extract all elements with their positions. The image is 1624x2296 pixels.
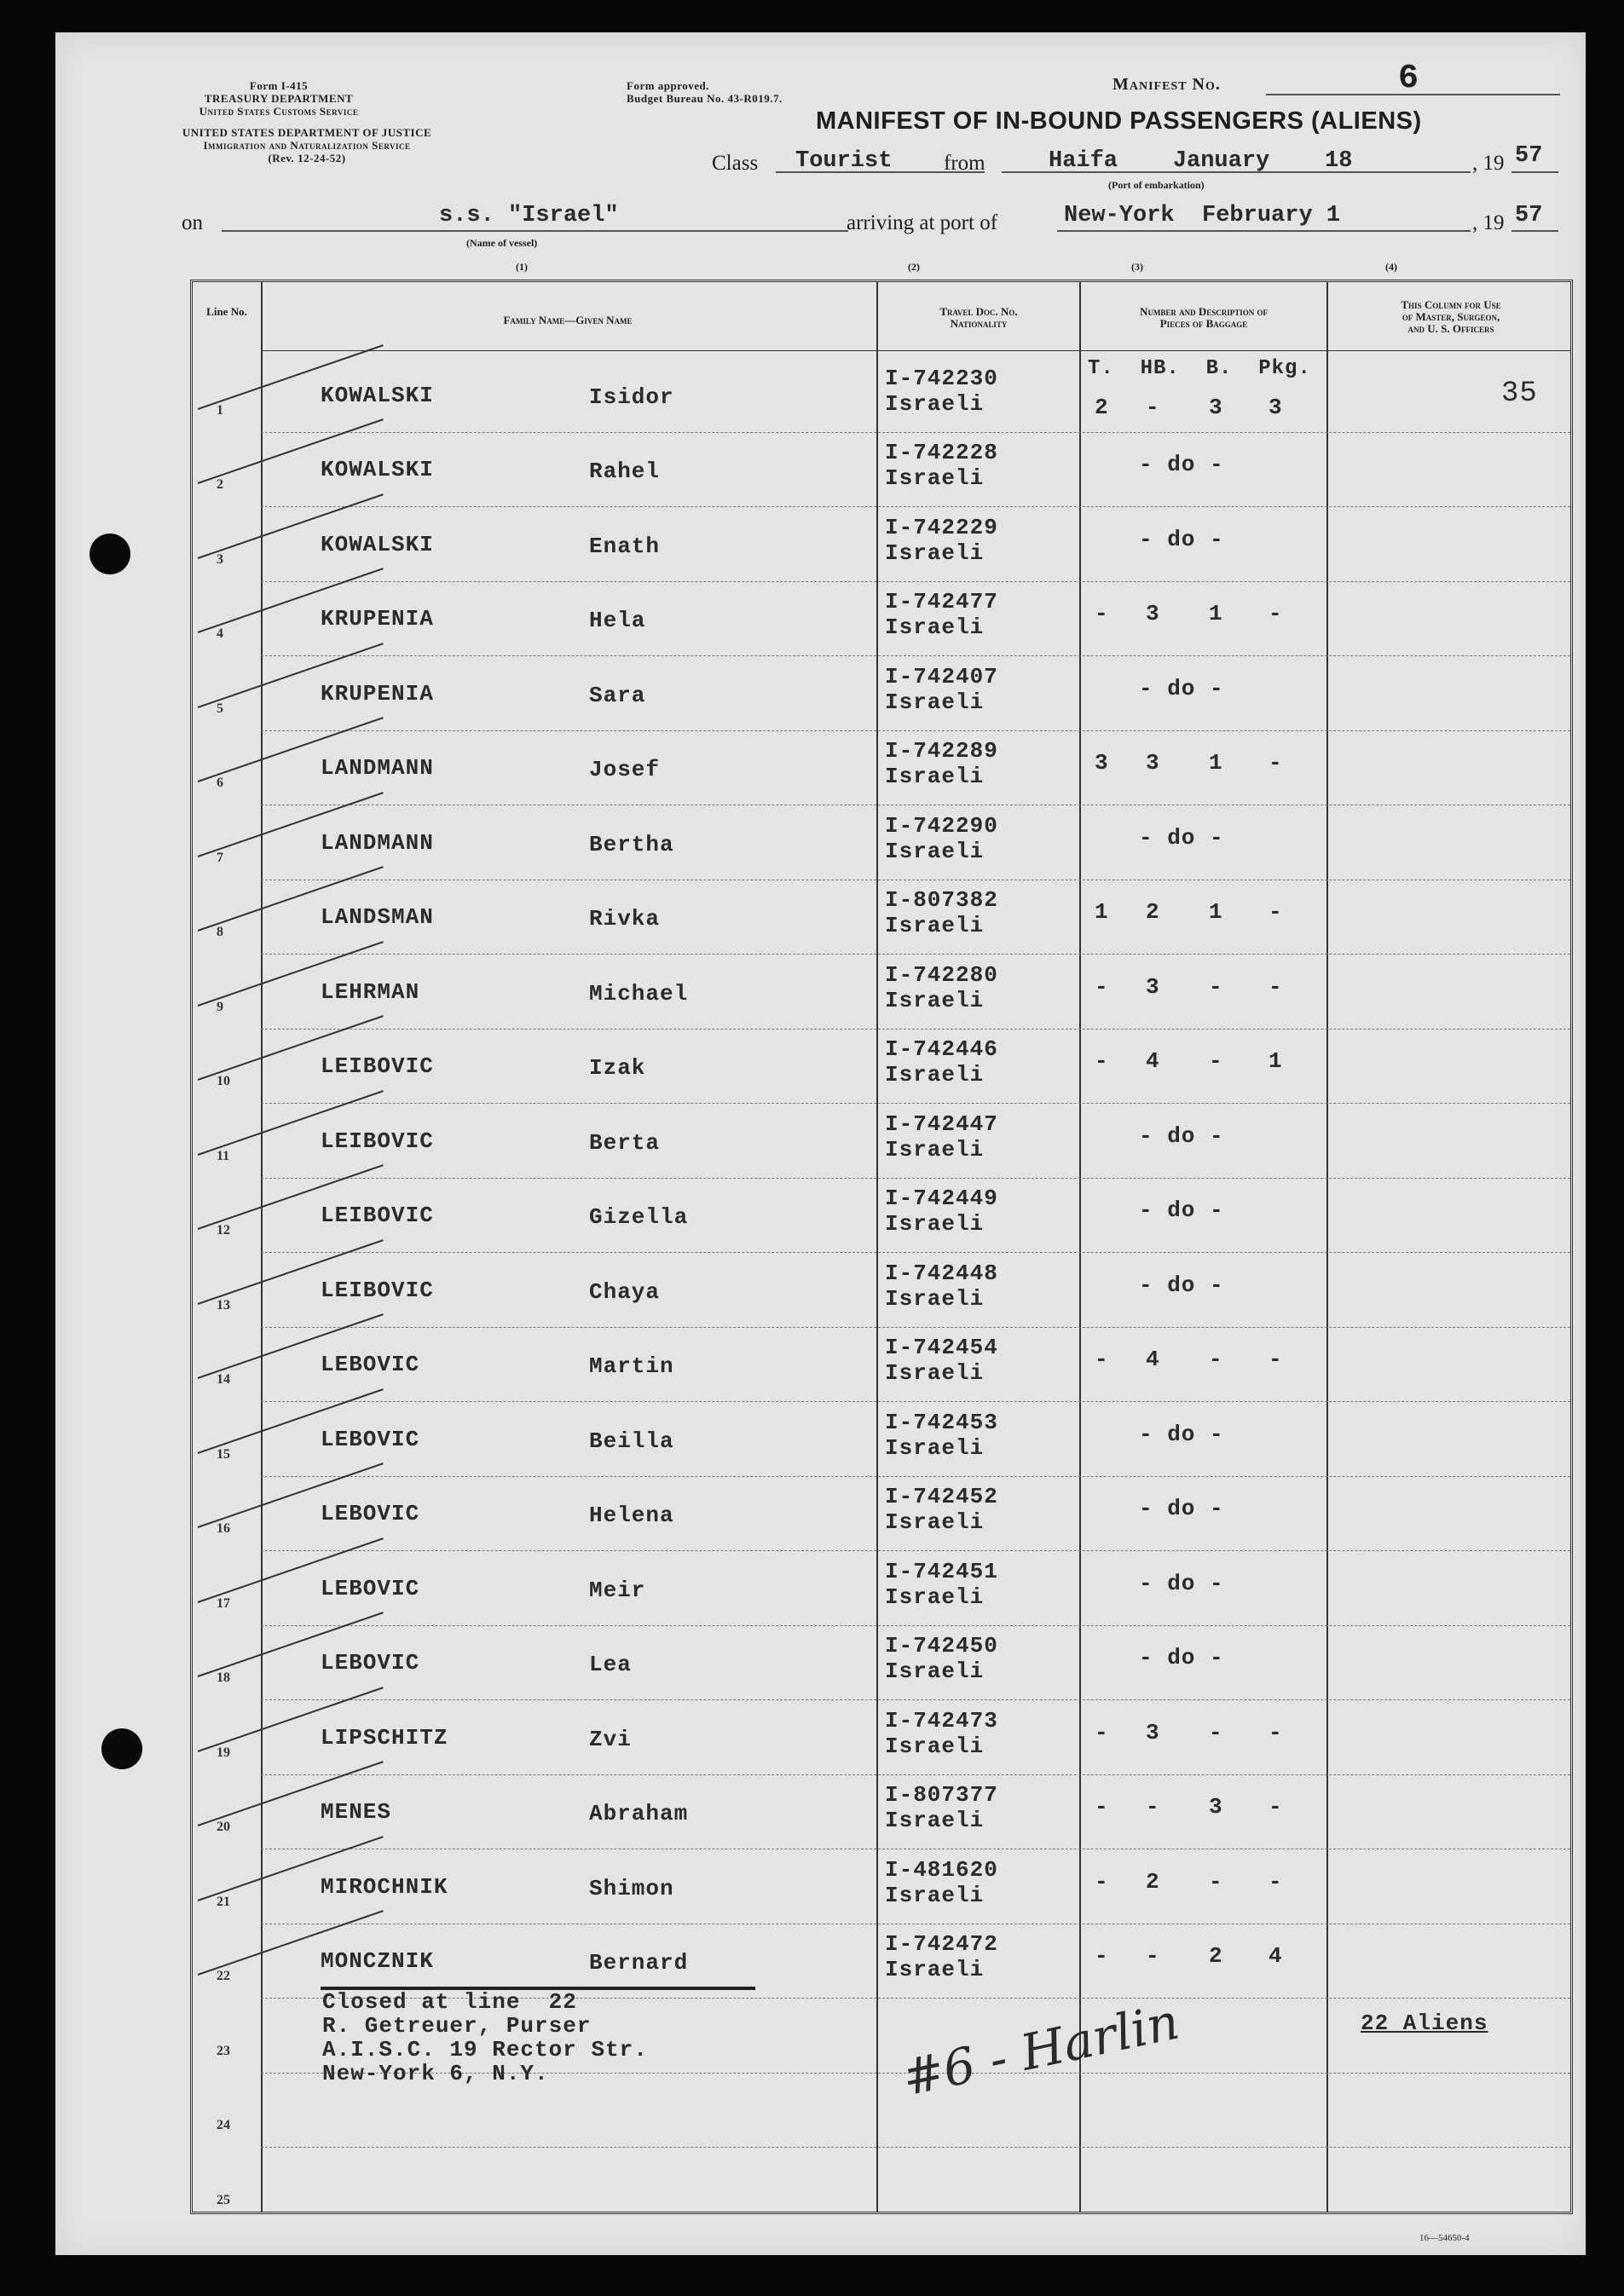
class-label: Class: [712, 152, 759, 175]
form-id: Form I-415: [249, 79, 309, 92]
line-number: 11: [217, 1148, 230, 1163]
baggage-t: 1: [1095, 899, 1109, 926]
given-name: Chaya: [589, 1278, 661, 1305]
header-baggage: [1084, 306, 1323, 330]
arriving-label: arriving at port of: [847, 211, 998, 234]
table-row: [193, 954, 1570, 1029]
travel-doc-no: I-742289: [885, 738, 998, 764]
given-name: Berta: [589, 1129, 661, 1156]
header-travel-doc-2: Nationality: [950, 317, 1008, 330]
ins-service: Immigration and Naturalization Service: [203, 139, 411, 152]
handwritten-note: #6 - Harlin: [897, 1992, 1184, 2108]
baggage-pkg: -: [1269, 973, 1283, 1000]
closing-line-2: R. Getreuer, Purser: [322, 2013, 592, 2039]
given-name: Rahel: [589, 459, 661, 485]
baggage-hb: 3: [1146, 750, 1160, 776]
baggage-ditto: - do -: [1139, 1421, 1224, 1447]
family-name: LEBOVIC: [321, 1650, 420, 1676]
header-baggage-1: Number and Description of: [1139, 305, 1269, 318]
punch-hole-top: [90, 534, 130, 574]
travel-doc-no: I-742454: [885, 1335, 998, 1361]
baggage-pkg: -: [1269, 750, 1283, 776]
baggage-ditto: - do -: [1139, 1122, 1224, 1149]
baggage-ditto: - do -: [1139, 1272, 1224, 1298]
table-row-empty: [193, 2147, 1570, 2222]
line-number: 14: [217, 1372, 230, 1387]
baggage-b: 3: [1209, 394, 1223, 420]
nationality: Israeli: [885, 1584, 985, 1610]
family-name: LEBOVIC: [321, 1426, 420, 1452]
given-name: Meir: [589, 1577, 646, 1603]
baggage-t: -: [1095, 1048, 1109, 1075]
table-row: [193, 1103, 1570, 1178]
travel-doc-no: I-742228: [885, 440, 998, 466]
form-header-justice: [175, 126, 439, 164]
line-number: 25: [217, 2192, 230, 2207]
family-name: LEIBOVIC: [321, 1053, 434, 1080]
header-officers-1: This Column for Use: [1401, 298, 1501, 311]
given-name: Hela: [589, 608, 646, 634]
nationality: Israeli: [885, 1882, 985, 1908]
baggage-pkg: 3: [1269, 394, 1283, 420]
closing-line-3: A.I.S.C. 19 Rector Str.: [322, 2037, 648, 2062]
header-officers-2: of Master, Surgeon,: [1401, 310, 1500, 323]
table-row: [193, 1849, 1570, 1924]
baggage-hb: 3: [1146, 1719, 1160, 1745]
baggage-pkg: -: [1269, 1868, 1283, 1895]
travel-doc-no: I-742449: [885, 1185, 998, 1212]
baggage-ditto: - do -: [1139, 526, 1224, 552]
on-label: on: [182, 211, 203, 234]
col-num-3: (3): [1131, 261, 1143, 273]
header-rule: [261, 350, 1570, 351]
travel-doc-no: I-742446: [885, 1036, 998, 1063]
nationality: Israeli: [885, 1285, 985, 1312]
nationality: Israeli: [885, 689, 985, 715]
table-row: [193, 1625, 1570, 1700]
given-name: Rivka: [589, 906, 661, 932]
travel-doc-no: I-742450: [885, 1633, 998, 1659]
vessel-caption: (Name of vessel): [466, 237, 538, 249]
baggage-hb: -: [1146, 394, 1160, 420]
family-name: LEIBOVIC: [321, 1128, 434, 1154]
table-row: [193, 1550, 1570, 1625]
header-line-no: Line No.: [206, 305, 247, 318]
baggage-hb: 3: [1146, 601, 1160, 627]
travel-doc-no: I-742472: [885, 1931, 998, 1958]
baggage-t: -: [1095, 601, 1109, 627]
manifest-sheet: [55, 32, 1586, 2255]
travel-doc-no: I-742452: [885, 1484, 998, 1510]
header-officers-3: and U. S. Officers: [1407, 322, 1494, 335]
from-label: from: [944, 152, 985, 175]
dept-justice: UNITED STATES DEPARTMENT OF JUSTICE: [182, 126, 432, 139]
table-row: [193, 1029, 1570, 1104]
given-name: Shimon: [589, 1875, 674, 1901]
line-number: 17: [217, 1595, 230, 1611]
line-number: 6: [217, 776, 223, 790]
nationality: Israeli: [885, 390, 985, 417]
family-name: KOWALSKI: [321, 531, 434, 557]
nationality: Israeli: [885, 1509, 985, 1536]
baggage-t: -: [1095, 1347, 1109, 1373]
family-name: LEBOVIC: [321, 1352, 420, 1378]
travel-doc-no: I-742451: [885, 1558, 998, 1584]
baggage-b: 1: [1209, 899, 1223, 926]
family-name: KOWALSKI: [321, 382, 434, 408]
family-name: MONCZNIK: [321, 1948, 434, 1975]
nationality: Israeli: [885, 1733, 985, 1759]
travel-doc-no: I-742290: [885, 812, 998, 839]
col-num-1: (1): [516, 261, 528, 273]
baggage-pkg: -: [1269, 1347, 1283, 1373]
line-number: 16: [217, 1521, 230, 1536]
travel-doc-no: I-742229: [885, 514, 998, 540]
line-number: 18: [217, 1670, 230, 1685]
nationality: Israeli: [885, 465, 985, 492]
travel-doc-no: I-742230: [885, 365, 998, 391]
table-row: [193, 506, 1570, 581]
manifest-no-value: 6: [1398, 60, 1419, 98]
given-name: Michael: [589, 980, 689, 1007]
line-number: 23: [217, 2043, 230, 2058]
travel-doc-no: I-742473: [885, 1707, 998, 1734]
baggage-b: -: [1209, 1719, 1223, 1745]
year-prefix-1: , 19: [1472, 152, 1505, 175]
travel-doc-no: I-742280: [885, 961, 998, 988]
baggage-t: -: [1095, 973, 1109, 1000]
nationality: Israeli: [885, 539, 985, 566]
year-prefix-2: , 19: [1472, 211, 1505, 234]
form-approval: [627, 79, 783, 105]
baggage-hb: -: [1146, 1794, 1160, 1820]
year-2: 57: [1515, 203, 1543, 228]
nationality: Israeli: [885, 1957, 985, 1983]
family-name: LANDMANN: [321, 755, 434, 782]
col-num-2: (2): [908, 261, 920, 273]
year-1: 57: [1515, 143, 1543, 169]
budget-bureau: Budget Bureau No. 43-R019.7.: [627, 92, 783, 105]
footer-code: 16—54650-4: [1419, 2233, 1470, 2243]
baggage-t: -: [1095, 1719, 1109, 1745]
baggage-b: -: [1209, 1048, 1223, 1075]
year-underline-2: [1511, 230, 1558, 232]
table-row: [193, 1252, 1570, 1327]
line-number: 7: [217, 850, 223, 865]
baggage-t: -: [1095, 1943, 1109, 1970]
table-row: [193, 1327, 1570, 1402]
header-travel-doc: [881, 306, 1076, 330]
family-name: KOWALSKI: [321, 457, 434, 483]
travel-doc-no: I-742453: [885, 1409, 998, 1435]
line-number: 5: [217, 701, 223, 716]
baggage-hb: 2: [1146, 899, 1160, 926]
given-name: Zvi: [589, 1726, 632, 1752]
travel-doc-no: I-481620: [885, 1856, 998, 1883]
customs-service: United States Customs Service: [199, 105, 359, 118]
given-name: Enath: [589, 533, 661, 559]
travel-doc-no: I-742447: [885, 1111, 998, 1137]
table-row: [193, 730, 1570, 805]
baggage-ditto: - do -: [1139, 1197, 1224, 1224]
closing-line-4: New-York 6, N.Y.: [322, 2061, 549, 2086]
baggage-hb: 4: [1146, 1347, 1160, 1373]
year-underline-1: [1511, 171, 1558, 173]
class-value: Tourist: [795, 148, 893, 174]
given-name: Lea: [589, 1652, 632, 1678]
punch-hole-bottom: [101, 1728, 142, 1769]
baggage-ditto: - do -: [1139, 452, 1224, 478]
baggage-ditto: - do -: [1139, 675, 1224, 701]
travel-doc-no: I-807382: [885, 887, 998, 914]
header-travel-doc-1: Travel Doc. No.: [939, 305, 1018, 318]
given-name: Beilla: [589, 1428, 674, 1454]
baggage-b: 1: [1209, 601, 1223, 627]
given-name: Helena: [589, 1503, 674, 1529]
baggage-b: -: [1209, 973, 1223, 1000]
baggage-subheader: T. HB. B. Pkg.: [1088, 357, 1311, 380]
table-row: [193, 432, 1570, 507]
baggage-ditto: - do -: [1139, 1645, 1224, 1671]
given-name: Josef: [589, 757, 661, 783]
given-name: Gizella: [589, 1204, 689, 1231]
baggage-t: -: [1095, 1868, 1109, 1895]
arrival-underline: [1057, 230, 1471, 232]
form-revision: (Rev. 12-24-52): [268, 152, 346, 164]
family-name: LEIBOVIC: [321, 1203, 434, 1229]
baggage-t: 2: [1095, 394, 1109, 420]
given-name: Sara: [589, 682, 646, 708]
baggage-t: -: [1095, 1794, 1109, 1820]
nationality: Israeli: [885, 764, 985, 790]
baggage-ditto: - do -: [1139, 824, 1224, 851]
given-name: Bernard: [589, 1950, 689, 1976]
family-name: KRUPENIA: [321, 680, 434, 707]
aliens-total: 22 Aliens: [1361, 2010, 1488, 2036]
line-number: 10: [217, 1074, 230, 1088]
line-number: 2: [217, 477, 223, 492]
baggage-pkg: 1: [1269, 1048, 1283, 1075]
line-number: 13: [217, 1297, 230, 1312]
arrival-value: New-York February 1: [1064, 203, 1341, 228]
nationality: Israeli: [885, 1136, 985, 1162]
baggage-pkg: -: [1269, 601, 1283, 627]
embarkation-caption: (Port of embarkation): [1108, 179, 1205, 191]
baggage-b: 2: [1209, 1943, 1223, 1970]
nationality: Israeli: [885, 987, 985, 1013]
line-number: 9: [217, 999, 223, 1014]
officer-note: 35: [1501, 378, 1538, 410]
baggage-pkg: -: [1269, 1719, 1283, 1745]
table-row: [193, 655, 1570, 730]
line-number: 4: [217, 626, 223, 641]
baggage-pkg: -: [1269, 1794, 1283, 1820]
travel-doc-no: I-807377: [885, 1782, 998, 1809]
table-row: [193, 1699, 1570, 1774]
line-number: 19: [217, 1745, 230, 1760]
baggage-ditto: - do -: [1139, 1570, 1224, 1596]
table-row: [193, 357, 1570, 432]
nationality: Israeli: [885, 1211, 985, 1237]
family-name: LEIBOVIC: [321, 1277, 434, 1303]
given-name: Izak: [589, 1055, 646, 1082]
baggage-b: -: [1209, 1347, 1223, 1373]
family-name: LANDMANN: [321, 829, 434, 856]
nationality: Israeli: [885, 1659, 985, 1685]
from-value: Haifa January 18: [1049, 148, 1353, 174]
baggage-t: 3: [1095, 750, 1109, 776]
travel-doc-no: I-742477: [885, 589, 998, 615]
dept-treasury: TREASURY DEPARTMENT: [204, 92, 354, 105]
table-row: [193, 1476, 1570, 1551]
baggage-b: -: [1209, 1868, 1223, 1895]
family-name: LEBOVIC: [321, 1501, 420, 1527]
header-family-name: Family Name—Given Name: [503, 314, 633, 326]
line-number: 8: [217, 925, 223, 939]
nationality: Israeli: [885, 838, 985, 864]
family-name: MIROCHNIK: [321, 1873, 448, 1900]
given-name: Isidor: [589, 384, 674, 410]
baggage-b: 3: [1209, 1794, 1223, 1820]
baggage-hb: 2: [1146, 1868, 1160, 1895]
line-number: 12: [217, 1223, 230, 1237]
table-row: [193, 1178, 1570, 1253]
closing-line-1: Closed at line 22: [322, 1989, 577, 2015]
table-row: [193, 805, 1570, 880]
given-name: Bertha: [589, 831, 674, 857]
nationality: Israeli: [885, 913, 985, 939]
baggage-b: 1: [1209, 750, 1223, 776]
baggage-hb: 3: [1146, 973, 1160, 1000]
given-name: Abraham: [589, 1801, 689, 1827]
line-number: 15: [217, 1446, 230, 1462]
table-row: [193, 1774, 1570, 1849]
baggage-hb: 4: [1146, 1048, 1160, 1075]
vessel-underline: [222, 230, 848, 232]
line-number: 20: [217, 1820, 230, 1834]
vessel-name: s.s. "Israel": [439, 203, 619, 228]
family-name: LEBOVIC: [321, 1575, 420, 1601]
line-number: 3: [217, 551, 223, 567]
manifest-title: MANIFEST OF IN-BOUND PASSENGERS (ALIENS): [816, 107, 1422, 135]
baggage-hb: -: [1146, 1943, 1160, 1970]
baggage-ditto: - do -: [1139, 1496, 1224, 1522]
given-name: Martin: [589, 1353, 674, 1380]
closing-block: [322, 1990, 648, 2085]
nationality: Israeli: [885, 1062, 985, 1088]
nationality: Israeli: [885, 614, 985, 641]
travel-doc-no: I-742448: [885, 1260, 998, 1286]
line-number: 24: [217, 2118, 230, 2132]
travel-doc-no: I-742407: [885, 663, 998, 689]
line-number: 21: [217, 1894, 230, 1909]
col-num-4: (4): [1385, 261, 1397, 273]
form-header-left: [185, 79, 373, 118]
family-name: KRUPENIA: [321, 606, 434, 632]
family-name: MENES: [321, 1799, 392, 1826]
family-name: LANDSMAN: [321, 904, 434, 931]
nationality: Israeli: [885, 1360, 985, 1387]
nationality: Israeli: [885, 1434, 985, 1461]
baggage-pkg: 4: [1269, 1943, 1283, 1970]
table-row: [193, 880, 1570, 955]
form-approved: Form approved.: [627, 79, 710, 92]
line-number: 22: [217, 1969, 230, 1983]
baggage-pkg: -: [1269, 899, 1283, 926]
header-baggage-2: Pieces of Baggage: [1159, 317, 1248, 330]
header-officers: [1332, 299, 1570, 335]
family-name: LEHRMAN: [321, 978, 420, 1005]
passenger-table: [190, 280, 1573, 2214]
manifest-no-label: Manifest No.: [1113, 75, 1221, 94]
line-number: 1: [217, 402, 223, 418]
table-row: [193, 581, 1570, 656]
nationality: Israeli: [885, 1808, 985, 1834]
table-row: [193, 1401, 1570, 1476]
family-name: LIPSCHITZ: [321, 1724, 448, 1751]
